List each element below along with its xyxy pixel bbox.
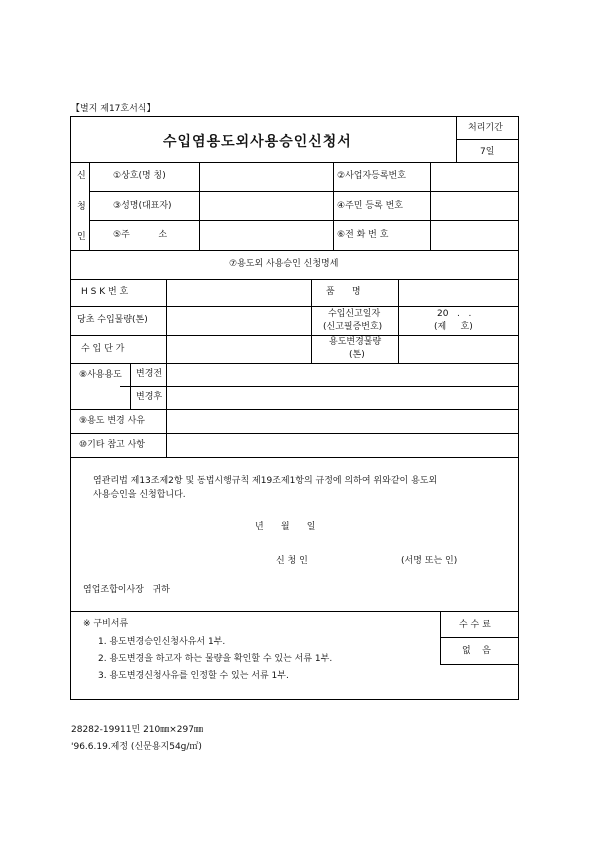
change-qty-label: 용도변경물량 xyxy=(329,337,382,347)
item-name-label: 품 명 xyxy=(326,287,361,297)
document-item: 1. 용도변경승인신청사유서 1부. xyxy=(98,637,226,647)
report-date-value[interactable]: 20 . . xyxy=(437,309,472,319)
signature-label[interactable]: (서명 또는 인) xyxy=(401,556,458,566)
recipient: 염업조합이사장 귀하 xyxy=(83,585,170,595)
document-item: 3. 용도변경신청사유를 인정할 수 있는 서류 1부. xyxy=(98,671,289,681)
divider xyxy=(71,250,518,251)
usage-before-field[interactable] xyxy=(167,364,518,386)
report-date-label: 수입신고일자 xyxy=(328,309,381,319)
change-qty-field[interactable] xyxy=(399,336,518,363)
report-no-label: (신고필증번호) xyxy=(323,322,383,332)
footer-date: '96.6.19.제정 (신문용지54g/㎡) xyxy=(71,742,202,752)
address-field[interactable] xyxy=(200,221,332,250)
footer-code: 28282-19911민 210㎜×297㎜ xyxy=(71,725,203,735)
divider xyxy=(71,457,518,458)
change-reason-label: ⑨용도 변경 사유 xyxy=(79,416,145,426)
applicant-label: 신 청 인 xyxy=(276,556,308,566)
report-no-value[interactable]: (제 호) xyxy=(434,322,473,332)
other-notes-field[interactable] xyxy=(167,434,518,457)
address-label: ⑤주 소 xyxy=(113,230,168,240)
details-section-title: ⑦용도외 사용승인 신청명세 xyxy=(229,259,339,269)
divider xyxy=(311,279,312,363)
item-name-field[interactable] xyxy=(399,280,518,306)
processing-period-label: 처리기간 xyxy=(468,123,503,133)
declaration-text: 염관리법 제13조제2항 및 동법시행규칙 제19조제1항의 규정에 의하여 위와같이 용도외 xyxy=(93,476,438,486)
initial-qty-field[interactable] xyxy=(167,307,311,335)
divider xyxy=(89,162,90,250)
fee-label: 수 수 료 xyxy=(459,620,491,630)
hsk-field[interactable] xyxy=(167,280,311,306)
resident-reg-field[interactable] xyxy=(431,192,518,220)
page-title: 수입염용도외사용승인신청서 xyxy=(163,134,352,150)
divider xyxy=(130,363,131,409)
trade-name-field[interactable] xyxy=(200,163,332,191)
resident-reg-label: ④주민 등록 번호 xyxy=(337,201,403,211)
change-qty-unit: (톤) xyxy=(349,350,365,360)
hsk-label: H S K 번 호 xyxy=(81,287,129,297)
declaration-text: 사용승인을 신청합니다. xyxy=(93,490,186,500)
usage-label: ⑧사용용도 xyxy=(79,370,122,380)
fee-value: 없 음 xyxy=(462,646,491,656)
representative-label: ③성명(대표자) xyxy=(113,201,172,211)
unit-price-label: 수 입 단 가 xyxy=(81,344,125,354)
form-number: 【별지 제17호서식】 xyxy=(71,104,156,114)
divider xyxy=(456,117,457,162)
applicant-side-label: 청 xyxy=(77,202,86,212)
phone-field[interactable] xyxy=(431,221,518,250)
business-reg-field[interactable] xyxy=(431,163,518,191)
application-form xyxy=(70,116,519,700)
usage-before-label: 변경전 xyxy=(136,369,163,379)
processing-period-value: 7일 xyxy=(480,147,495,157)
divider xyxy=(333,162,334,250)
other-notes-label: ⑩기타 참고 사항 xyxy=(79,440,145,450)
divider xyxy=(71,611,518,612)
divider xyxy=(440,664,518,665)
representative-field[interactable] xyxy=(200,192,332,220)
document-item: 2. 용도변경을 하고자 하는 물량을 확인할 수 있는 서류 1부. xyxy=(98,654,333,664)
divider xyxy=(440,611,441,664)
unit-price-field[interactable] xyxy=(167,336,311,363)
documents-heading: ※ 구비서류 xyxy=(83,619,129,629)
change-reason-field[interactable] xyxy=(167,410,518,433)
usage-after-field[interactable] xyxy=(167,387,518,409)
trade-name-label: ①상호(명 칭) xyxy=(113,171,166,181)
date-line[interactable]: 년 월 일 xyxy=(255,522,316,532)
initial-qty-label: 당초 수입물량(톤) xyxy=(77,315,148,325)
business-reg-label: ②사업자등록번호 xyxy=(337,171,406,181)
phone-label: ⑥전 화 번 호 xyxy=(337,230,389,240)
usage-after-label: 변경후 xyxy=(136,392,163,402)
divider xyxy=(440,637,518,638)
divider xyxy=(456,139,518,140)
applicant-side-label: 신 xyxy=(77,171,86,181)
applicant-side-label: 인 xyxy=(77,232,86,242)
